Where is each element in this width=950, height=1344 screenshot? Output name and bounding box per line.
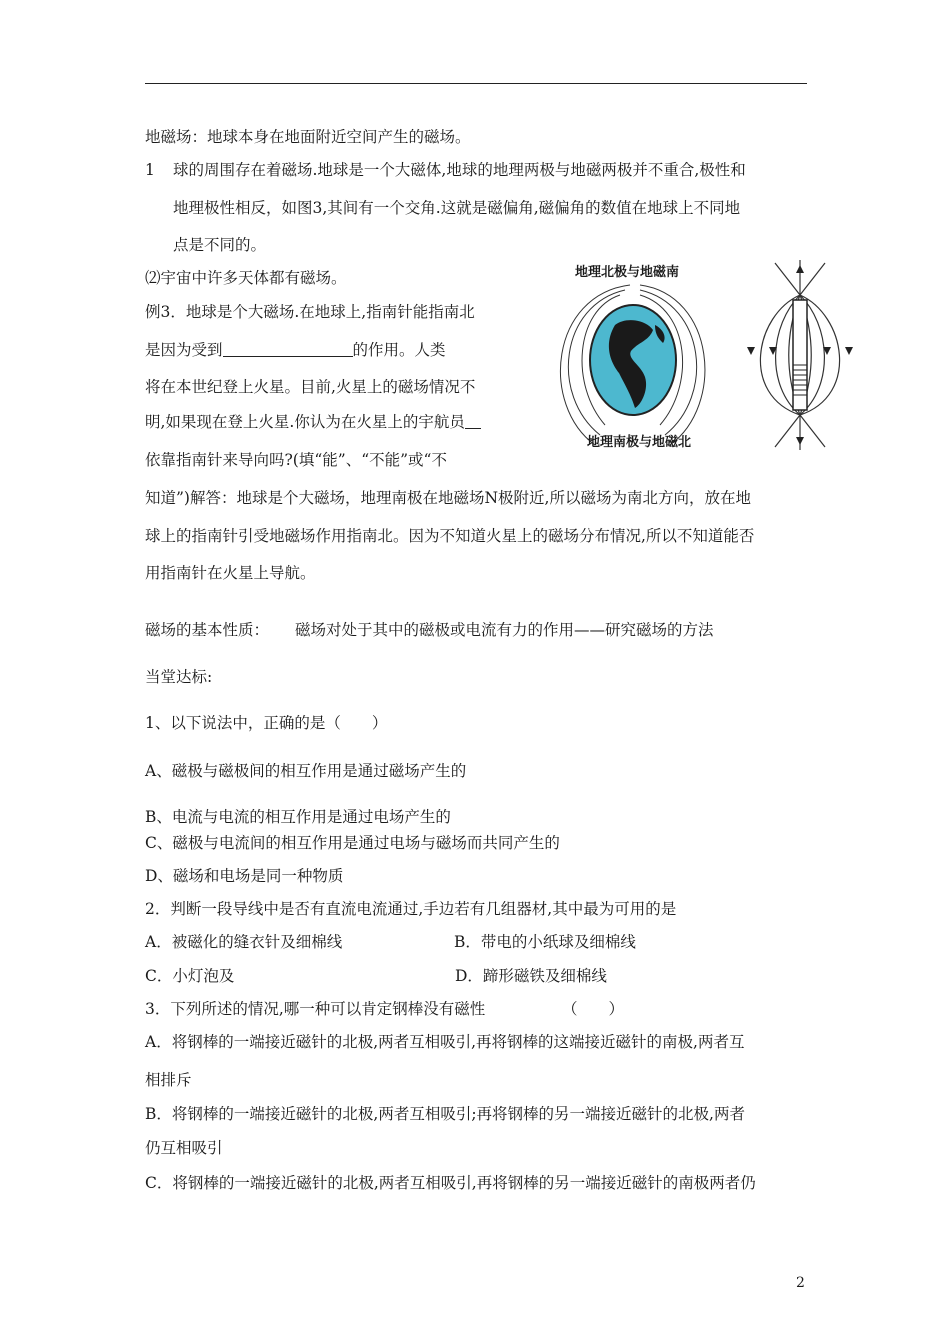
answer-blank[interactable] xyxy=(223,341,353,357)
option-a-cont: 相排斥 xyxy=(145,1071,192,1089)
page-number: 2 xyxy=(796,1275,805,1291)
question-stem: 1、以下说法中，正确的是（ ） xyxy=(145,714,388,732)
option-b: B．带电的小纸球及细棉线 xyxy=(454,933,636,951)
option-c: C、磁极与电流间的相互作用是通过电场与磁场而共同产生的 xyxy=(145,834,560,852)
bar-magnet xyxy=(793,300,807,410)
paragraph-line: ⑵宇宙中许多天体都有磁场。 xyxy=(145,269,347,287)
paragraph-line: 球的周围存在着磁场.地球是一个大磁体,地球的地理两极与地磁两极并不重合,极性和 xyxy=(173,161,746,179)
magnetic-field-figure xyxy=(545,255,865,455)
question-stem: 3．下列所述的情况,哪一种可以肯定钢棒没有磁性 xyxy=(145,1000,486,1018)
option-b: B．将钢棒的一端接近磁针的北极,两者互相吸引;再将钢棒的另一端接近磁针的北极,两者 xyxy=(145,1105,745,1123)
example-line xyxy=(145,340,446,360)
option-c: C．将钢棒的一端接近磁针的北极,两者互相吸引,再将钢棒的另一端接近磁针的南极两者仍 xyxy=(145,1174,756,1192)
property-label: 磁场的基本性质： xyxy=(145,621,270,639)
option-a: A、磁极与磁极间的相互作用是通过磁场产生的 xyxy=(145,762,467,780)
header-rule xyxy=(145,83,807,84)
answer-paren: （ ） xyxy=(562,1000,625,1018)
section-title: 当堂达标: xyxy=(145,668,213,686)
geomagnetic-definition: 地磁场：地球本身在地面附近空间产生的磁场。 xyxy=(145,128,471,146)
option-d: D、磁场和电场是同一种物质 xyxy=(145,867,344,885)
example-line: 球上的指南针引受地磁场作用指南北。因为不知道火星上的磁场分布情况,所以不知道能否 xyxy=(145,527,755,545)
figure-top-caption: 地理北极与地磁南 xyxy=(575,265,680,280)
figure-bottom-caption: 地理南极与地磁北 xyxy=(587,435,692,450)
example-line: 知道”)解答：地球是个大磁场，地理南极在地磁场N极附近,所以磁场为南北方向，放在地 xyxy=(145,489,751,507)
option-a: A．将钢棒的一端接近磁针的北极,两者互相吸引,再将钢棒的这端接近磁针的南极,两者互 xyxy=(145,1033,745,1051)
item-number: 1 xyxy=(145,161,155,179)
paragraph-line: 点是不同的。 xyxy=(173,236,267,254)
example-line: 依靠指南针来导向吗?(填“能”、“不能”或“不 xyxy=(145,451,447,469)
example-line xyxy=(145,412,481,432)
example-line: 例3．地球是个大磁场.在地球上,指南针能指南北 xyxy=(145,303,475,321)
option-c: C．小灯泡及 xyxy=(145,967,235,985)
option-a: A．被磁化的缝衣针及细棉线 xyxy=(145,933,343,951)
example-line: 用指南针在火星上导航。 xyxy=(145,564,316,582)
question-stem: 2．判断一段导线中是否有直流电流通过,手边若有几组器材,其中最为可用的是 xyxy=(145,900,677,918)
option-d: D．蹄形磁铁及细棉线 xyxy=(455,967,607,985)
property-text: 磁场对处于其中的磁极或电流有力的作用——研究磁场的方法 xyxy=(295,621,714,639)
example-text: 明,如果现在登上火星.你认为在火星上的宇航员 xyxy=(145,413,465,431)
paragraph-line: 地理极性相反，如图3,其间有一个交角.这就是磁偏角,磁偏角的数值在地球上不同地 xyxy=(173,199,741,217)
answer-blank[interactable] xyxy=(465,413,481,429)
example-text: 是因为受到 xyxy=(145,341,223,359)
example-text: 的作用。人类 xyxy=(352,341,446,359)
figure-drawing xyxy=(545,255,865,455)
option-b-cont: 仍互相吸引 xyxy=(145,1139,223,1157)
example-line: 将在本世纪登上火星。目前,火星上的磁场情况不 xyxy=(145,378,476,396)
option-b: B、电流与电流的相互作用是通过电场产生的 xyxy=(145,808,451,826)
